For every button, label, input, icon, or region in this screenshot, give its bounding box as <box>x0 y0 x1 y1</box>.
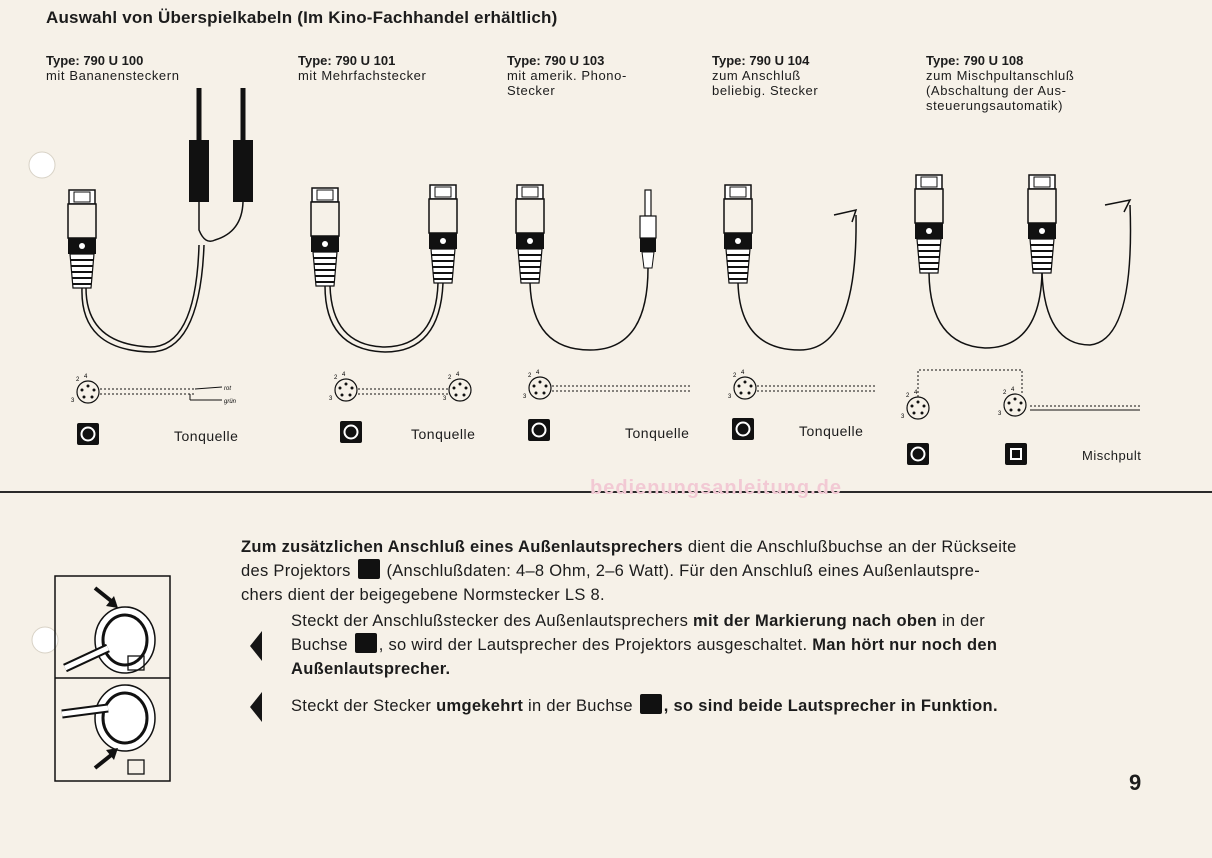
cable-type: Type: 790 U 104 <box>712 53 810 68</box>
source-label: Tonquelle <box>411 426 476 442</box>
bullet-bold: mit der Markierung nach oben <box>693 612 938 630</box>
bullet-arrow-icon <box>250 631 262 661</box>
source-label: Tonquelle <box>625 425 690 441</box>
cable-type: Type: 790 U 100 <box>46 53 144 68</box>
cable-type: Type: 790 U 108 <box>926 53 1024 68</box>
intro-text: dient die Anschlußbuchse an der Rückseite <box>682 538 1017 556</box>
intro-text: (Anschlußdaten: 4–8 Ohm, 2–6 Watt). Für den Anschluß eines Außenlautspre- <box>381 562 981 580</box>
intro-text: chers dient der beigegebene Normstecker LS 8. <box>241 586 605 604</box>
speaker-bullet-1 <box>291 609 1146 681</box>
page-title: Auswahl von Überspielkabeln (Im Kino-Fachhandel erhältlich) <box>46 8 558 27</box>
cable-type: Type: 790 U 103 <box>507 53 605 68</box>
speaker-socket-icon <box>355 633 377 653</box>
cable-desc: zum Anschluß beliebig. Stecker <box>712 68 819 98</box>
cable-desc: mit Bananensteckern <box>46 68 180 83</box>
intro-text: des Projektors <box>241 562 351 580</box>
watermark: bedienungsanleitung.de <box>590 477 843 499</box>
bullet-text: in der Buchse <box>523 697 633 715</box>
bullet-arrow-icon <box>250 692 262 722</box>
bullet-text: Buchse <box>291 636 348 654</box>
bullet-text: Steckt der Stecker <box>291 697 437 715</box>
speaker-intro <box>241 535 1146 607</box>
bullet-bold: Außenlautsprecher. <box>291 660 451 678</box>
wire-label-green: grün <box>224 399 237 405</box>
speaker-socket-icon <box>358 559 380 579</box>
speaker-socket-icon <box>640 694 662 714</box>
bullet-bold: , so sind beide Lautsprecher in Funktion. <box>663 697 998 715</box>
cable-desc: mit Mehrfachstecker <box>298 68 427 83</box>
source-label: Tonquelle <box>174 428 239 444</box>
wire-label-red: rot <box>224 386 232 392</box>
cable-desc: mit amerik. Phono- Stecker <box>507 68 627 98</box>
source-label: Tonquelle <box>799 423 864 439</box>
intro-bold: Zum zusätzlichen Anschluß eines Außenlautsprechers <box>241 538 683 556</box>
bullet-text: in der <box>937 612 986 630</box>
bullet-bold: umgekehrt <box>436 697 524 715</box>
bullet-bold: Man hört nur noch den <box>812 636 998 654</box>
bullet-text: , so wird der Lautsprecher des Projektors ausgeschaltet. <box>378 636 813 654</box>
speaker-bullet-2 <box>291 694 1161 718</box>
cable-desc: zum Mischpultanschluß (Abschaltung der Aus- steuerungsautomatik) <box>926 68 1075 113</box>
page-number: 9 <box>1129 770 1142 795</box>
cable-type: Type: 790 U 101 <box>298 53 396 68</box>
source-label: Mischpult <box>1082 448 1142 463</box>
bullet-text: Steckt der Anschlußstecker des Außenlautsprechers <box>291 612 694 630</box>
